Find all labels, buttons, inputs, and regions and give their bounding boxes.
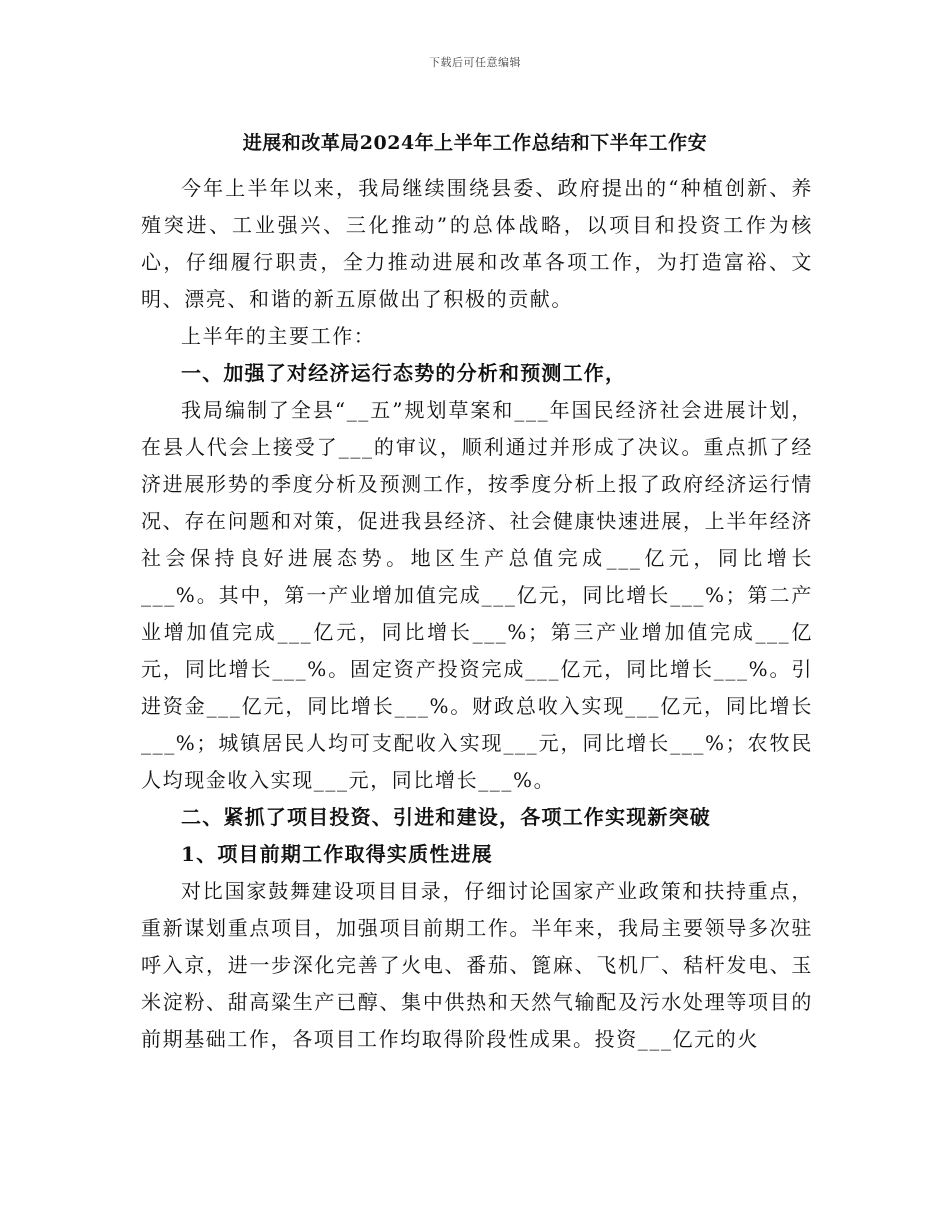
document-title: 进展和改革局2024年上半年工作总结和下半年工作安 [242,132,708,154]
section-heading-1: 一、加强了对经济运行态势的分析和预测工作， [181,361,627,385]
subsection-heading-1: 1、项目前期工作取得实质性进展 [181,842,493,866]
section-heading-2: 二、紧抓了项目投资、引进和建设，各项工作实现新突破 [181,805,711,829]
intro-paragraph: 今年上半年以来，我局继续围绕县委、政府提出的“种植创新、养殖突进、工业强兴、三化推动”的总体战略，以项目和投资工作为核心，仔细履行职责，全力推动进展和改革各项工作，为打造富裕、文明、漂亮、和谐的新五原做出了积极的贡献。 [141,176,813,311]
project-paragraph: 对比国家鼓舞建设项目目录，仔细讨论国家产业政策和扶持重点，重新谋划重点项目，加强项目前期工作。半年来，我局主要领导多次驻呼入京，进一步深化完善了火电、番茄、篦麻、飞机厂、秸杆发电、玉米淀粉、甜高粱生产已醇、集中供热和天然气输配及污水处理等项目的前期基础工作，各项目工作均取得阶段性成果。投资___亿元的火 [141,879,813,1051]
document-body [141,170,813,1058]
header-note: 下载后可任意编辑 [429,56,521,69]
main-work-label: 上半年的主要工作： [181,324,376,348]
economy-paragraph: 我局编制了全县“__五”规划草案和___年国民经济社会进展计划，在县人代会上接受了___的审议，顺利通过并形成了决议。重点抓了经济进展形势的季度分析及预测工作，按季度分析上报了政府经济运行情况、存在问题和对策，促进我县经济、社会健康快速进展，上半年经济社会保持良好进展态势。地区生产总值完成___亿元，同比增长___%。其中，第一产业增加值完成___亿元，同比增长___%；第二产业增加值完成___亿元，同比增长___%；第三产业增加值完成___亿元，同比增长___%。固定资产投资完成___亿元，同比增长___%。引进资金___亿元，同比增长___%。财政总收入实现___亿元，同比增长___%；城镇居民人均可支配收入实现___元，同比增长___%；农牧民人均现金收入实现___元，同比增长___%。 [141,398,813,792]
